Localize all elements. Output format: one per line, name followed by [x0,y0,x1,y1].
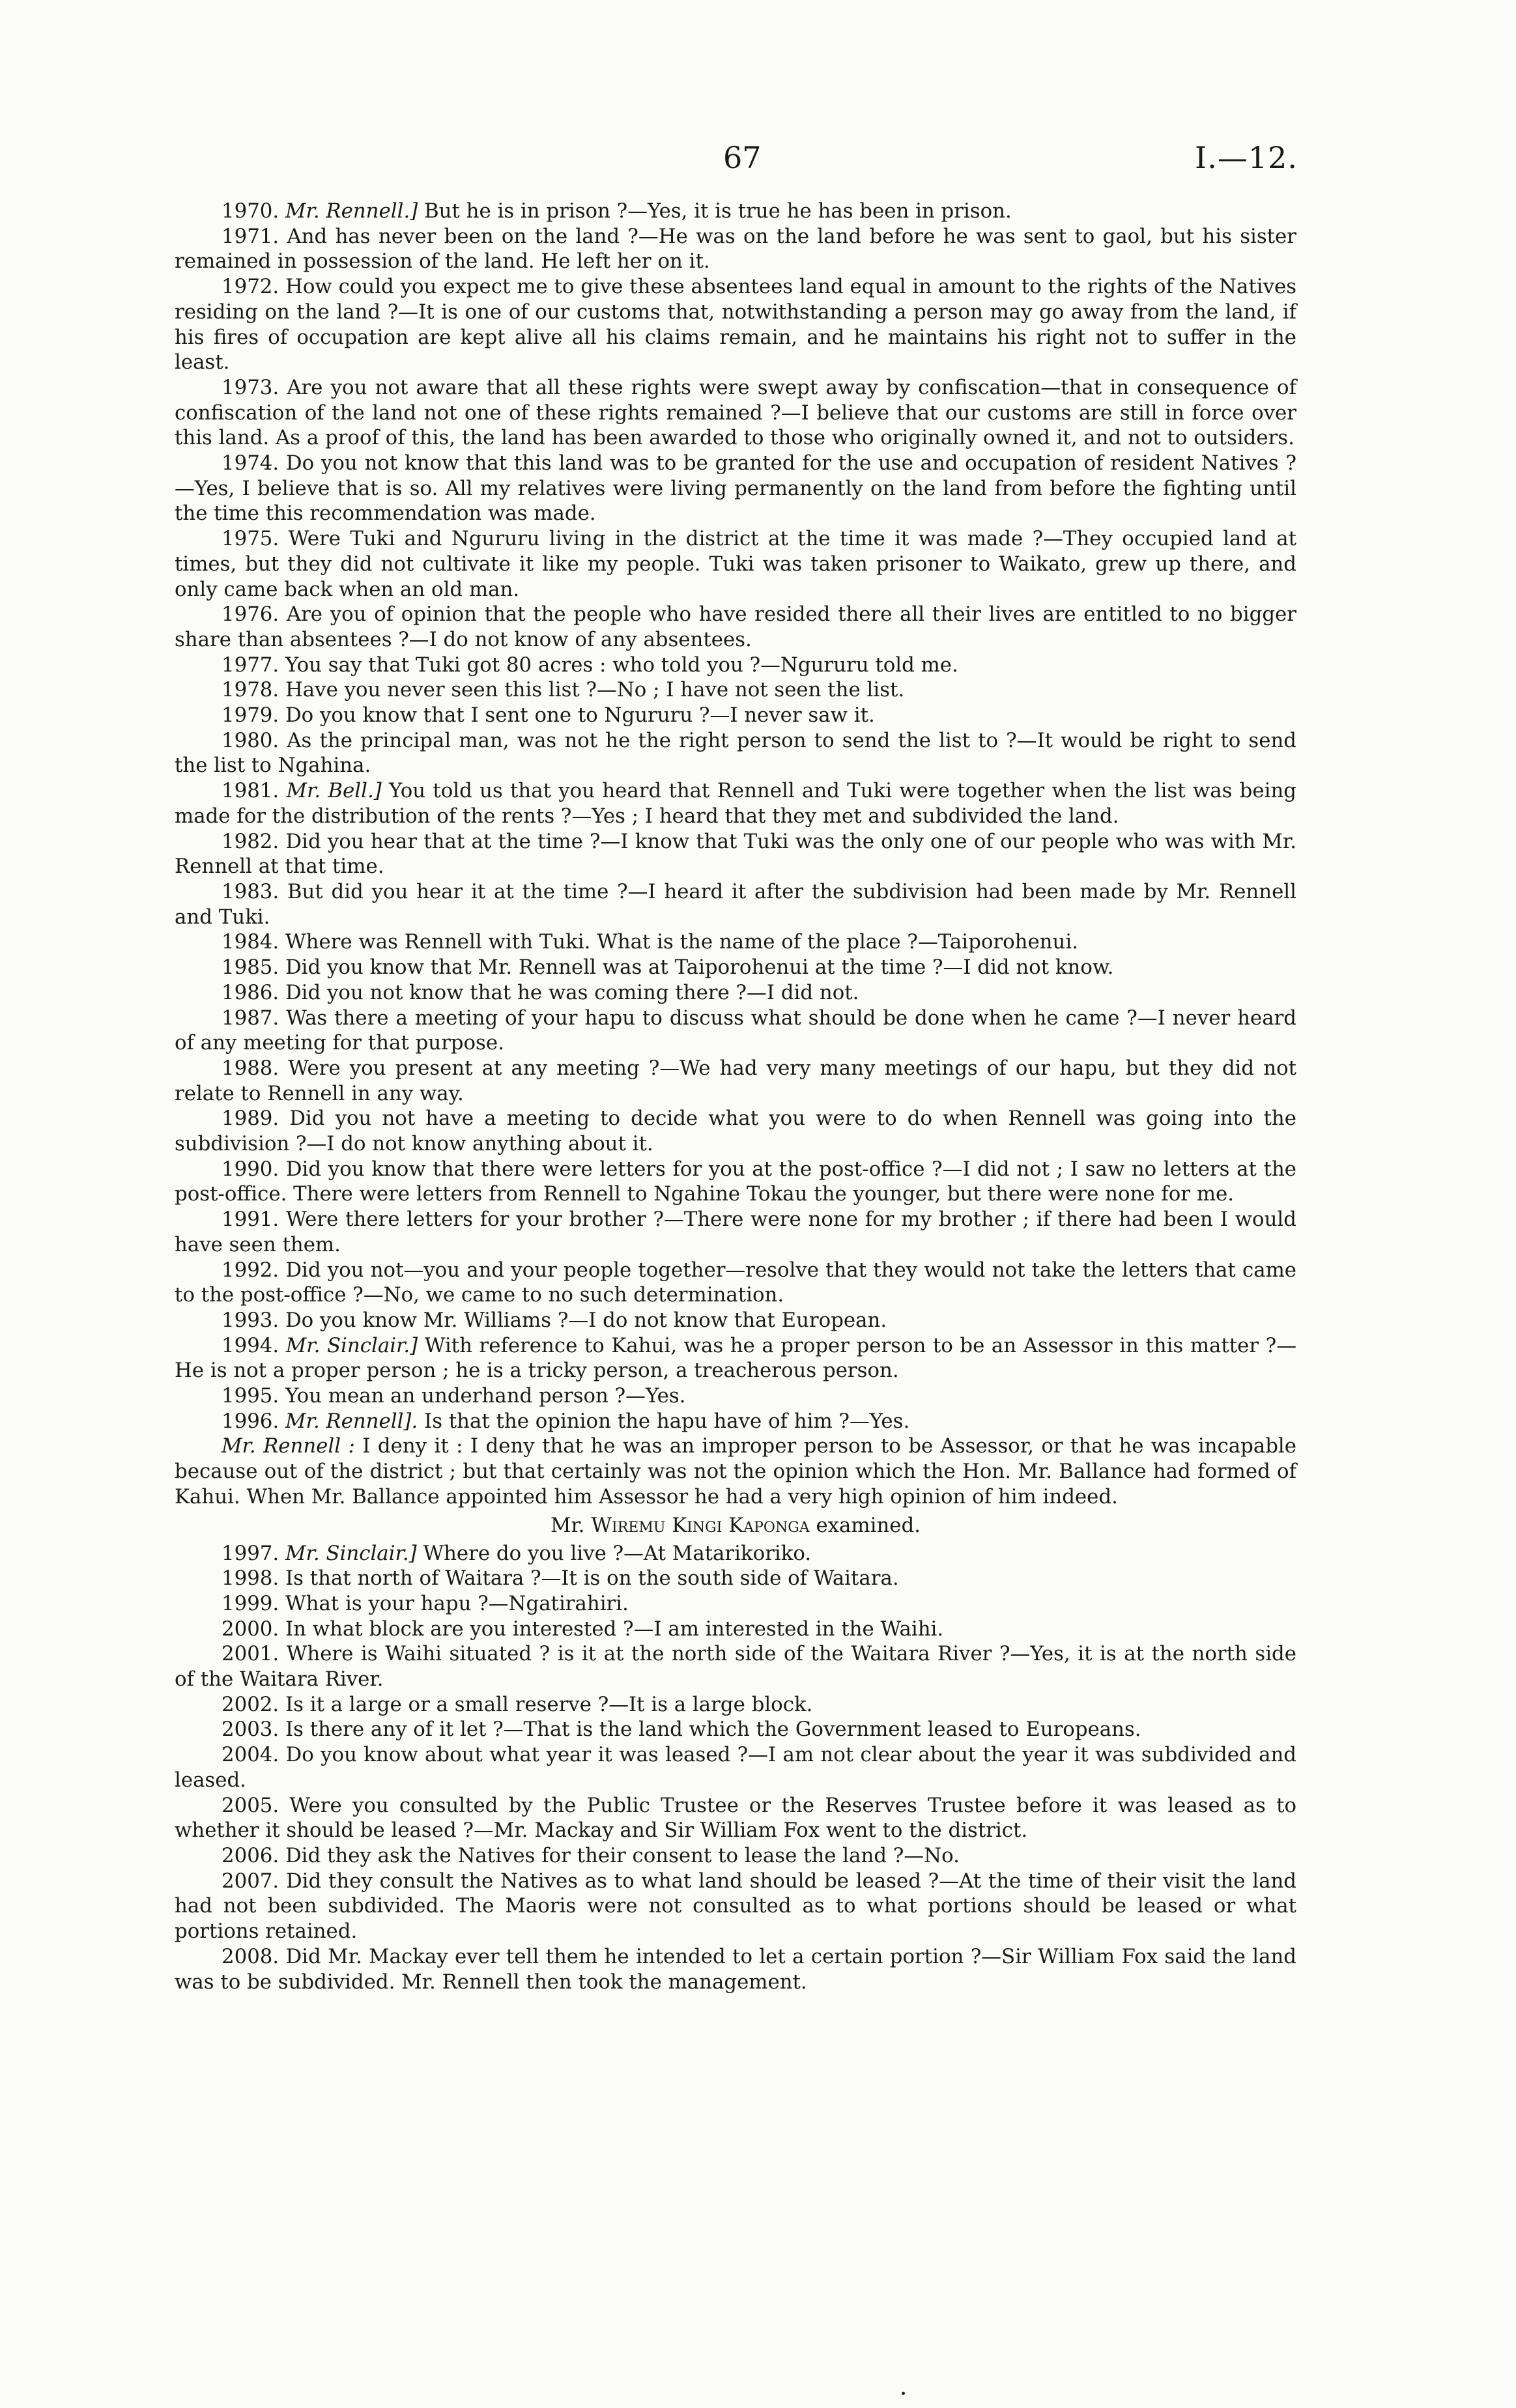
paragraph-text: 1992. Did you not—you and your people together—resolve that they would not take the letters that came to the post-office ?—No, we came to no such determination. [175,1258,1296,1307]
paragraph-text: 2002. Is it a large or a small reserve ?—It is a large block. [222,1692,813,1716]
paragraph-text: 1982. Did you hear that at the time ?—I know that Tuki was the only one of our people who was with Mr. Rennell at that time. [175,829,1296,879]
paragraph-text: 2007. Did they consult the Natives as to what land should be leased ?—At the time of their visit the land had not been subdivided. The Maoris were not consulted as to what portions should be leased or what portions retained. [175,1869,1296,1944]
page-header [0,140,1516,186]
paragraph-text: 1978. Have you never seen this list ?—No ; I have not seen the list. [222,678,905,702]
heading-suffix: examined. [809,1513,921,1537]
paragraph-text: 1983. But did you hear it at the time ?—I heard it after the subdivision had been made by Mr. Rennell and Tuki. [175,879,1296,929]
testimony-paragraph [175,778,1296,829]
paragraph-text: 2005. Were you consulted by the Public Trustee or the Reserves Trustee before it was leased as to whether it should be leased ?—Mr. Mackay and Sir William Fox went to the district. [175,1793,1296,1843]
paragraph-text: 1974. Do you not know that this land was to be granted for the use and occupation of resident Natives ?—Yes, I believe that is so. All my relatives were living permanently on the land from before the fighting until the time this recommendation was made. [175,451,1296,526]
testimony-paragraph [175,1692,1296,1718]
speaker: Mr. Rennell : [222,1434,355,1458]
question-number: 1996. [222,1409,285,1433]
testimony-paragraph [175,1591,1296,1617]
paragraph-text: 1998. Is that north of Waitara ?—It is on the south side of Waitara. [222,1566,899,1591]
testimony-paragraph [175,677,1296,703]
witness-name: Wiremu Kingi Kaponga [591,1513,810,1537]
paragraph-text: 1995. You mean an underhand person ?—Yes. [222,1384,686,1408]
paragraph-text: You told us that you heard that Rennell and Tuki were together when the list was being made for the distribution of the rents ?—Yes ; I heard that they met and subdivided the land. [175,779,1296,828]
testimony-paragraph [175,1869,1296,1944]
paragraph-text: 1993. Do you know Mr. Williams ?—I do not know that European. [222,1308,887,1332]
paragraph-text: 1975. Were Tuki and Ngururu living in the district at the time it was made ?—They occupied land at times, but they did not cultivate it like my people. Tuki was taken prisoner to Waikato, grew up there, and only came back when an old man. [175,527,1296,601]
paragraph-text: But he is in prison ?—Yes, it is true he has been in prison. [418,199,1012,223]
document-reference: I.—12. [1195,140,1298,175]
paragraph-text: 2003. Is there any of it let ?—That is the land which the Government leased to Europeans. [222,1718,1141,1742]
testimony-paragraph [175,1617,1296,1642]
testimony-paragraph [175,451,1296,526]
testimony-paragraph [175,1207,1296,1257]
paragraph-text: 1989. Did you not have a meeting to decide what you were to do when Rennell was going into the subdivision ?—I do not know anything about it. [175,1107,1296,1156]
paragraph-text: 1985. Did you know that Mr. Rennell was at Taiporohenui at the time ?—I did not know. [222,956,1114,980]
paragraph-text: 1987. Was there a meeting of your hapu to discuss what should be done when he came ?—I never heard of any meeting for that purpose. [175,1006,1296,1055]
testimony-body [175,199,1296,1994]
testimony-paragraph [175,1641,1296,1692]
testimony-paragraph [175,1434,1296,1509]
testimony-paragraph [175,1308,1296,1333]
paragraph-text: 1976. Are you of opinion that the people who have resided there all their lives are entitled to no bigger share than absentees ?—I do not know of any absentees. [175,602,1296,651]
paragraph-text: 2004. Do you know about what year it was leased ?—I am not clear about the year it was subdivided and leased. [175,1743,1296,1792]
testimony-paragraph [175,955,1296,980]
heading-prefix: Mr. [550,1513,592,1537]
paragraph-text: Where do you live ?—At Matarikoriko. [416,1541,812,1565]
paragraph-text: 1971. And has never been on the land ?—He was on the land before he was sent to gaol, but his sister remained in possession of the land. He left her on it. [175,224,1296,274]
testimony-paragraph [175,1541,1296,1566]
speaker: Mr. Sinclair.] [285,1333,418,1357]
testimony-paragraph [175,526,1296,602]
section-heading [175,1512,1296,1538]
paragraph-text: Is that the opinion the hapu have of him ?—Yes. [418,1409,910,1433]
paragraph-text: 1991. Were there letters for your brother ?—There were none for my brother ; if there had been I would have seen them. [175,1208,1296,1256]
speaker: Mr. Rennell.] [285,199,418,223]
testimony-paragraph [175,1157,1296,1207]
paragraph-text: 1973. Are you not aware that all these rights were swept away by confiscation—that in consequence of confiscation of the land not one of these rights remained ?—I believe that our customs are still in force over this land. As a proof of this, the land has been awarded to those who originally owned it, and not to outsiders. [175,375,1296,450]
testimony-paragraph [175,929,1296,955]
testimony-paragraph [175,1383,1296,1409]
testimony-paragraph [175,1843,1296,1869]
testimony-paragraph [175,375,1296,451]
question-number: 1981. [222,779,287,803]
testimony-paragraph [175,224,1296,274]
testimony-paragraph [175,1793,1296,1843]
testimony-paragraph [175,980,1296,1006]
paragraph-text: I deny it : I deny that he was an improper person to be Assessor, or that he was incapable because out of the district ; but that certainly was not the opinion which the Hon. Mr. Ballance had formed of Kahui. When Mr. Ballance appointed him Assessor he had a very high opinion of him indeed. [175,1434,1296,1509]
paragraph-text: 2000. In what block are you interested ?—I am interested in the Waihi. [222,1617,944,1641]
paragraph-text: 1990. Did you know that there were letters for you at the post-office ?—I did not ; I saw no letters at the post-office. There were letters from Rennell to Ngahine Tokau the younger, but there were none for me. [175,1157,1296,1206]
speaker: Mr. Bell.] [286,779,382,803]
question-number: 1994. [222,1333,286,1357]
page-number: 67 [723,140,762,175]
paragraph-text: 1977. You say that Tuki got 80 acres : who told you ?—Ngururu told me. [222,653,958,677]
paragraph-text: 1972. How could you expect me to give these absentees land equal in amount to the rights of the Natives residing on the land ?—It is one of our customs that, notwithstanding a person may go away from the land, if his fires of occupation are kept alive all his claims remain, and he maintains his right not to suffer in the least. [175,275,1296,375]
paragraph-text: 2001. Where is Waihi situated ? is it at the north side of the Waitara River ?—Yes, it is at the north side of the Waitara River. [175,1642,1296,1692]
testimony-paragraph [175,879,1296,929]
testimony-paragraph [175,1742,1296,1792]
testimony-paragraph [175,1717,1296,1742]
testimony-paragraph [175,1056,1296,1106]
testimony-paragraph [175,1106,1296,1156]
paragraph-text: 1999. What is your hapu ?—Ngatirahiri. [222,1591,629,1615]
page-mark [902,2392,905,2395]
paragraph-text: 1986. Did you not know that he was coming there ?—I did not. [222,980,859,1004]
paragraph-text: 2006. Did they ask the Natives for their consent to lease the land ?—No. [222,1844,960,1867]
testimony-paragraph [175,703,1296,728]
paragraph-text: 2008. Did Mr. Mackay ever tell them he intended to let a certain portion ?—Sir William Fox said the land was to be subdivided. Mr. Rennell then took the management. [175,1944,1296,1994]
question-number: 1997. [222,1541,285,1565]
testimony-part-1 [175,199,1296,1510]
testimony-paragraph [175,728,1296,778]
paragraph-text: 1984. Where was Rennell with Tuki. What is the name of the place ?—Taiporohenui. [222,930,1078,954]
testimony-paragraph [175,1566,1296,1591]
testimony-paragraph [175,1258,1296,1308]
testimony-paragraph [175,653,1296,678]
paragraph-text: 1980. As the principal man, was not he the right person to send the list to ?—It would be right to send the list to Ngahina. [175,728,1296,778]
testimony-paragraph [175,1333,1296,1383]
testimony-paragraph [175,1944,1296,1994]
speaker: Mr. Rennell]. [285,1409,418,1433]
testimony-paragraph [175,199,1296,224]
testimony-part-2 [175,1541,1296,1995]
paragraph-text: 1979. Do you know that I sent one to Ngururu ?—I never saw it. [222,703,875,728]
testimony-paragraph [175,1006,1296,1056]
paragraph-text: With reference to Kahui, was he a proper person to be an Assessor in this matter ?—He is not a proper person ; he is a tricky person, a treacherous person. [175,1333,1296,1383]
question-number: 1970. [222,199,285,223]
testimony-paragraph [175,829,1296,879]
speaker: Mr. Sinclair.] [285,1541,417,1565]
testimony-paragraph [175,274,1296,375]
testimony-paragraph [175,602,1296,652]
paragraph-text: 1988. Were you present at any meeting ?—We had very many meetings of our hapu, but they did not relate to Rennell in any way. [175,1056,1296,1105]
testimony-paragraph [175,1409,1296,1434]
